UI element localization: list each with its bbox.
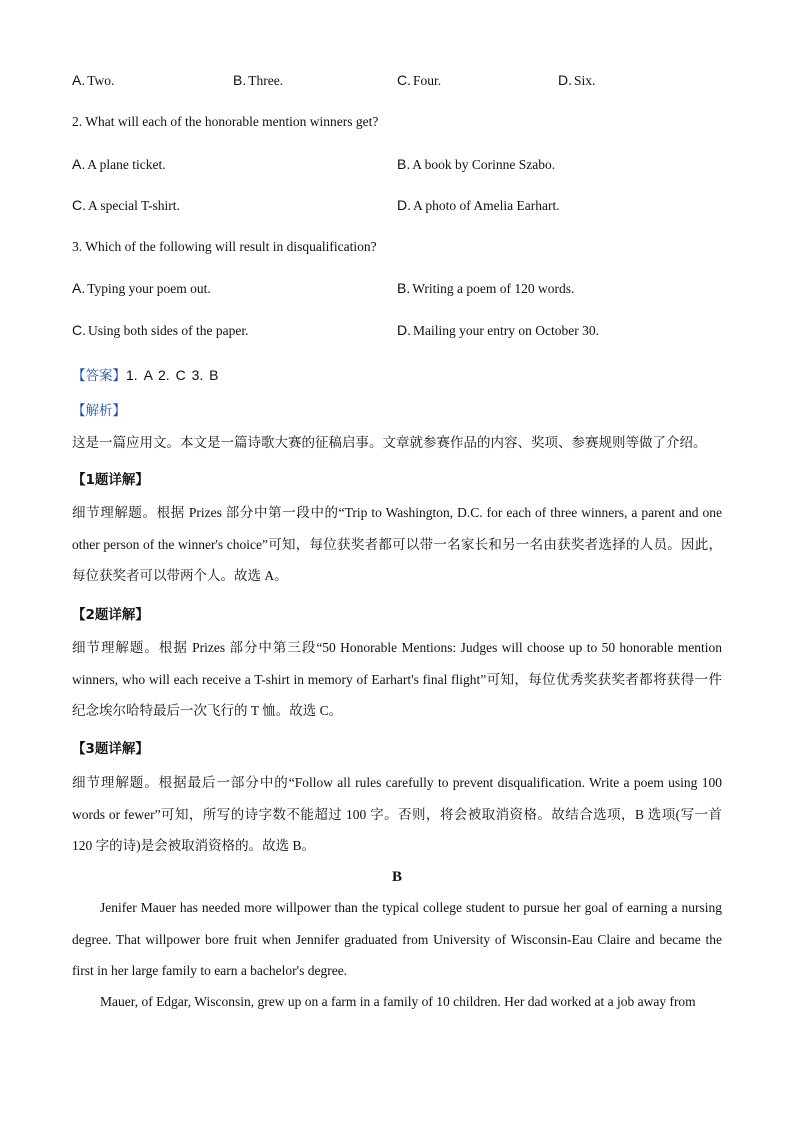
option-text: A plane ticket. [87,157,166,172]
option-text: Writing a poem of 120 words. [412,281,575,296]
option-letter: B. [397,156,411,172]
option-letter: D. [558,72,572,88]
option-letter: D. [397,197,411,213]
option-text: A special T-shirt. [88,198,180,213]
option-letter: A. [72,280,86,296]
passage-b-paragraph-1: Jenifer Mauer has needed more willpower than the typical college student to pursue her goal of earning a nursing degree. That willpower bore fruit when Jennifer graduated from University of Wisconsin-Eau Claire and became the first in her large family to earn a bachelor's degree. [72,900,722,978]
q1-option-a [72,72,114,89]
analysis-label: 【解析】 [72,403,126,419]
option-text: Three. [248,73,284,88]
q3-stem: 3. Which of the following will result in disqualification? [72,239,377,254]
option-text: Four. [413,73,442,88]
detail2-text: 细节理解题。根据 Prizes 部分中第三段“50 Honorable Mentions: Judges will choose up to 50 honorable mention winners, who will each receive a T-shirt in memory of Earhart's final flight”可知，每位优秀奖获奖者都将获得一件纪念埃尔哈特最后一次飞行的 T 恤。故选 C。 [72,640,722,718]
analysis-tag [72,399,126,419]
q3-option-a [72,280,211,297]
option-letter: B. [397,280,411,296]
q1-option-b [233,72,283,89]
option-letter: B. [233,72,247,88]
option-letter: A. [72,156,86,172]
passage-b-label: B [391,869,402,885]
answer-line [72,364,219,384]
passage-b-paragraph-2: Mauer, of Edgar, Wisconsin, grew up on a farm in a family of 10 children. Her dad worked at a job away from [100,994,696,1009]
option-letter: D. [397,322,411,338]
q3-option-b [397,280,574,297]
q2-option-b [397,156,555,173]
option-text: Mailing your entry on October 30. [413,323,599,338]
q2-option-c [72,197,180,214]
q2-stem: 2. What will each of the honorable mention winners get? [72,114,379,129]
answer-tag: 【答案】 [72,368,126,384]
analysis-intro: 这是一篇应用文。本文是一篇诗歌大赛的征稿启事。文章就参赛作品的内容、奖项、参赛规则等做了介绍。 [72,435,707,451]
detail3-text: 细节理解题。根据最后一部分中的“Follow all rules carefully to prevent disqualification. Write a poem using 100 words or fewer”可知，所写的诗字数不能超过 100 字。否则，将会被取消资格。故结合选项，B 选项(写一首 120 字的诗)是会被取消资格的。故选 B。 [72,775,722,853]
option-letter: A. [72,72,86,88]
q2-option-d [397,197,560,214]
detail3-heading: 【3题详解】 [72,741,149,757]
option-letter: C. [72,322,86,338]
q3-option-d [397,322,599,339]
q3-option-c [72,322,248,339]
answer-values: 1. A 2. C 3. B [126,367,219,383]
option-text: A photo of Amelia Earhart. [413,198,560,213]
detail1-heading: 【1题详解】 [72,472,149,488]
option-letter: C. [72,197,86,213]
option-letter: C. [397,72,411,88]
option-text: Typing your poem out. [87,281,211,296]
q1-option-c [397,72,441,89]
detail1-text: 细节理解题。根据 Prizes 部分中第一段中的“Trip to Washington, D.C. for each of three winners, a parent and one other person of the winner's choice”可知，每位获奖者都可以带一名家长和另一名由获奖者选择的人员。因此，每位获奖者可以带两个人。故选 A。 [72,505,722,583]
option-text: Using both sides of the paper. [88,323,249,338]
detail2-heading: 【2题详解】 [72,607,149,623]
option-text: A book by Corinne Szabo. [412,157,556,172]
option-text: Two. [87,73,115,88]
option-text: Six. [574,73,596,88]
q2-option-a [72,156,166,173]
q1-option-d [558,72,595,89]
